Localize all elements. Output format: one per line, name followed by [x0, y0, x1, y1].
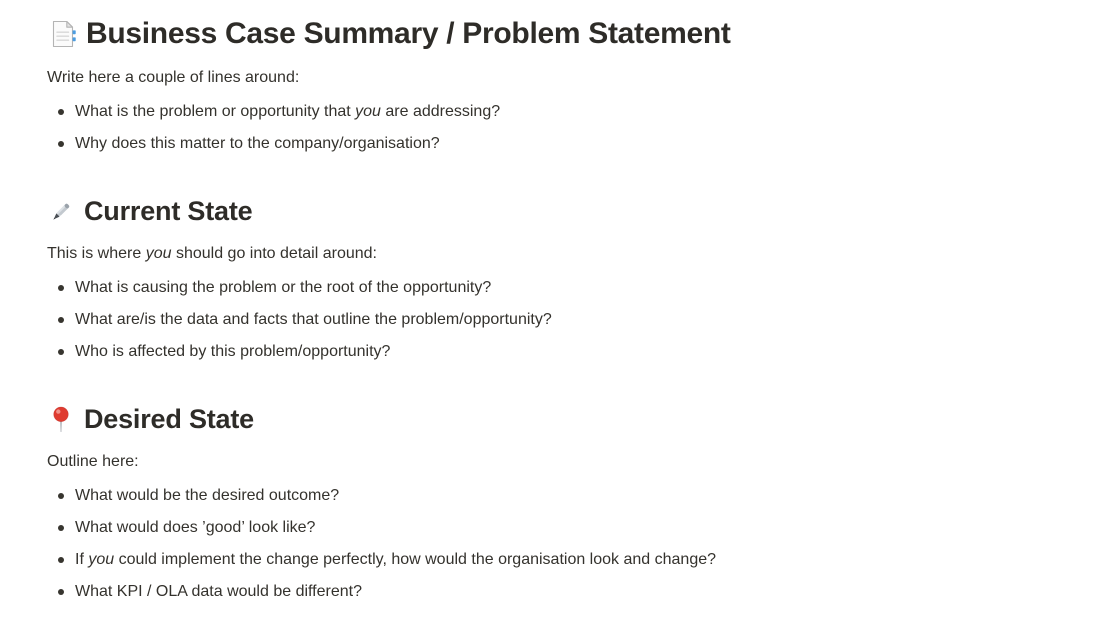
page-title-text: Business Case Summary / Problem Statement: [86, 17, 731, 50]
text-run: could implement the change perfectly, how would the organisation look and change?: [114, 551, 717, 568]
text-run: This is where: [47, 245, 146, 262]
round-pushpin-icon: [47, 405, 75, 433]
list-item[interactable]: [47, 480, 1072, 512]
text-run: What is the problem or opportunity that: [75, 103, 356, 120]
text-run-italic: you: [145, 245, 172, 262]
intro-paragraph[interactable]: [47, 242, 1072, 266]
bullet-list: [47, 480, 1072, 608]
text-run: Write here a couple of lines around:: [47, 69, 300, 86]
list-item[interactable]: [47, 304, 1072, 336]
heading-text: Desired State: [84, 404, 254, 434]
text-run-italic: you: [88, 551, 115, 568]
text-run: If: [75, 551, 89, 568]
pen-icon: [47, 197, 75, 225]
list-item[interactable]: [47, 272, 1072, 304]
list-item[interactable]: [47, 576, 1072, 608]
text-run: should go into detail around:: [171, 245, 377, 262]
text-run: What KPI / OLA data would be different?: [75, 583, 362, 600]
intro-paragraph[interactable]: [47, 450, 1072, 474]
intro-paragraph[interactable]: [47, 66, 1072, 90]
text-run-italic: you: [355, 103, 381, 120]
text-run: Who is affected by this problem/opportunity?: [75, 343, 391, 360]
text-run: What is causing the problem or the root of the opportunity?: [75, 279, 492, 296]
text-run: What are/is the data and facts that outline the problem/opportunity?: [75, 311, 552, 328]
heading-current-state[interactable]: [47, 192, 1072, 230]
page-title[interactable]: [47, 14, 1072, 54]
text-run: Why does this matter to the company/organisation?: [75, 135, 440, 152]
bookmark-tabs-icon: [47, 18, 79, 50]
text-run: What would be the desired outcome?: [75, 487, 340, 504]
list-item[interactable]: [47, 96, 1072, 128]
list-item[interactable]: [47, 128, 1072, 160]
text-run: are addressing?: [380, 103, 501, 120]
heading-desired-state[interactable]: [47, 400, 1072, 438]
list-item[interactable]: [47, 544, 1072, 576]
bullet-list: [47, 96, 1072, 160]
heading-text: Current State: [84, 196, 253, 226]
list-item[interactable]: [47, 336, 1072, 368]
bullet-list: [47, 272, 1072, 368]
list-item[interactable]: [47, 512, 1072, 544]
text-run: Outline here:: [47, 453, 139, 470]
text-run: What would does ’good’ look like?: [75, 519, 316, 536]
